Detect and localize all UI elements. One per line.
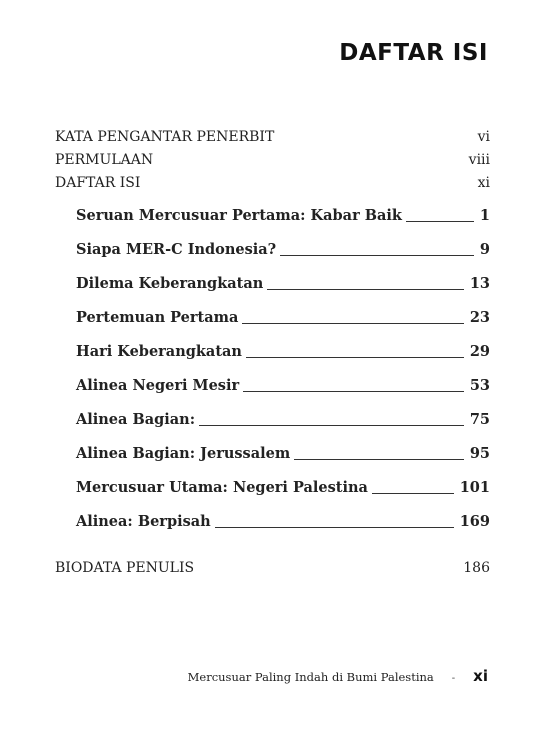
toc-leader-line	[242, 323, 463, 324]
toc-chapter-page: 75	[469, 411, 490, 428]
toc-chapter-title: Alinea: Berpisah	[76, 513, 211, 530]
toc-chapter-title: Hari Keberangkatan	[76, 343, 242, 360]
toc-item-page: viii	[468, 152, 490, 168]
toc-chapter-page: 23	[469, 309, 490, 326]
toc-chapter-2	[76, 241, 490, 258]
toc-chapter-title: Seruan Mercusuar Pertama: Kabar Baik	[76, 207, 402, 224]
toc-item-page: xi	[477, 175, 490, 191]
toc-item-title: PERMULAAN	[55, 152, 154, 168]
toc-chapter-8	[76, 445, 490, 462]
toc-leader-line	[406, 221, 474, 222]
toc-front-item-beginning	[55, 152, 490, 168]
toc-chapter-title: Alinea Negeri Mesir	[76, 377, 240, 394]
toc-chapter-page: 95	[469, 445, 490, 462]
toc-chapter-page: 9	[479, 241, 490, 258]
toc-chapter-title: Alinea Bagian:	[76, 411, 196, 428]
toc-chapter-1	[76, 207, 490, 224]
toc-leader-line	[267, 289, 464, 290]
toc-chapter-10	[76, 513, 490, 530]
page-title: DAFTAR ISI	[339, 40, 488, 66]
footer-page-number: xi	[473, 667, 488, 685]
toc-item-page: 186	[463, 560, 490, 576]
toc-chapter-3	[76, 275, 490, 292]
toc-chapter-page: 1	[479, 207, 490, 224]
toc-chapter-4	[76, 309, 490, 326]
toc-chapter-title: Mercusuar Utama: Negeri Palestina	[76, 479, 368, 496]
toc-chapter-title: Dilema Keberangkatan	[76, 275, 264, 292]
toc-chapter-title: Alinea Bagian: Jerussalem	[76, 445, 291, 462]
toc-chapter-9	[76, 479, 490, 496]
toc-chapter-7	[76, 411, 490, 428]
toc-chapter-title: Pertemuan Pertama	[76, 309, 239, 326]
toc-leader-line	[280, 255, 474, 256]
toc-leader-line	[294, 459, 464, 460]
toc-item-page: vi	[477, 129, 490, 145]
toc-leader-line	[215, 527, 454, 528]
toc-chapter-page: 13	[469, 275, 490, 292]
toc-front-item-foreword	[55, 129, 490, 145]
toc-chapter-page: 169	[459, 513, 490, 530]
toc-leader-line	[199, 425, 464, 426]
toc-leader-line	[246, 357, 464, 358]
toc-chapter-page: 53	[469, 377, 490, 394]
toc-chapter-page: 101	[459, 479, 490, 496]
toc-back-item-biography	[55, 560, 490, 576]
footer-book-title: Mercusuar Paling Indah di Bumi Palestina	[187, 670, 434, 684]
toc-item-title: DAFTAR ISI	[55, 175, 141, 191]
toc-leader-line	[243, 391, 464, 392]
toc-chapter-5	[76, 343, 490, 360]
page-footer	[188, 667, 488, 685]
toc-chapter-page: 29	[469, 343, 490, 360]
toc-chapter-title: Siapa MER-C Indonesia?	[76, 241, 277, 258]
toc-leader-line	[372, 493, 454, 494]
toc-item-title: KATA PENGANTAR PENERBIT	[55, 129, 275, 145]
toc-item-title: BIODATA PENULIS	[55, 560, 195, 576]
footer-separator: -	[451, 673, 456, 684]
toc-chapter-6	[76, 377, 490, 394]
toc-front-item-contents	[55, 175, 490, 191]
